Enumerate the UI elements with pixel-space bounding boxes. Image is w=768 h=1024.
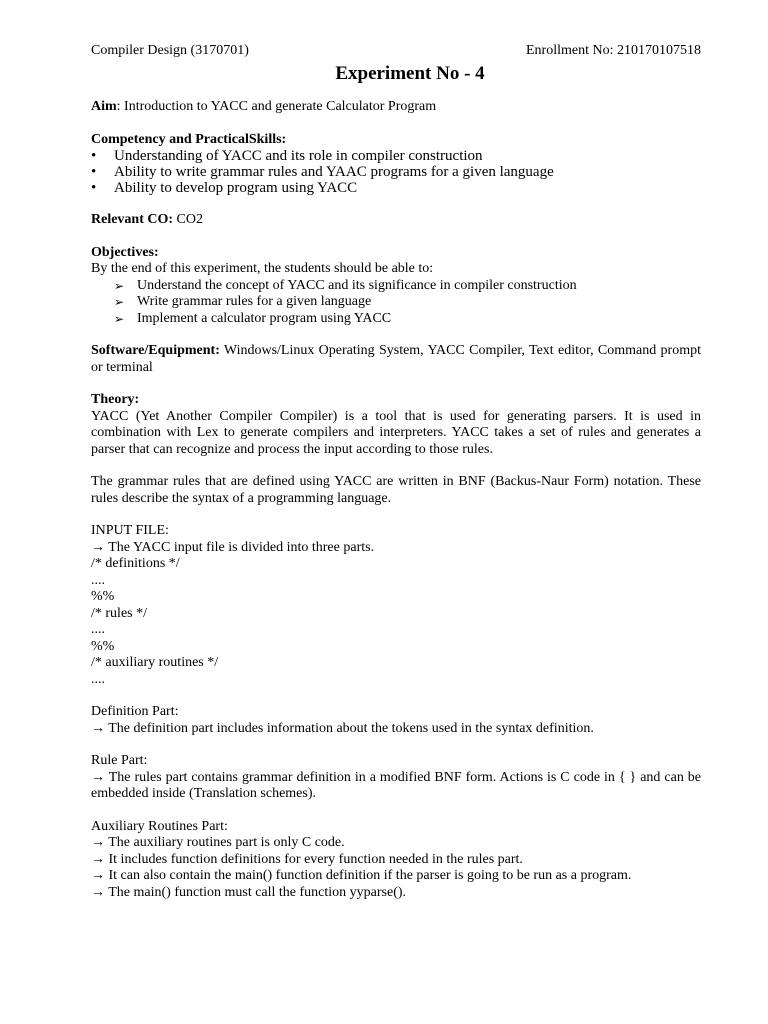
page-title: Experiment No - 4 (335, 63, 485, 84)
input-file-line: INPUT FILE: (91, 523, 169, 538)
page-header (91, 43, 701, 61)
competency-list (91, 148, 701, 196)
input-file-line: .... (91, 671, 105, 687)
relevant-co-line (91, 212, 701, 229)
enrollment-label: Enrollment No: 210170107518 (526, 43, 701, 58)
theory-paragraph-1: YACC (Yet Another Compiler Compiler) is a tool that is used for generating parsers. It is used in combination with Lex to generate compilers and interpreters. YACC takes a set of rules and generates a parser that can recognize and process the input according to those rules. (91, 408, 701, 457)
list-item: ➢ Understand the concept of YACC and its significance in compiler construction (114, 277, 577, 293)
objectives-intro: By the end of this experiment, the students should be able to: (91, 261, 434, 276)
input-file-line: %% (91, 589, 115, 604)
aux-part-heading: Auxiliary Routines Part: (91, 818, 228, 834)
relevant-co-value: CO2 (173, 212, 203, 227)
software-line (91, 343, 701, 376)
aim-label: Aim (91, 99, 117, 114)
document-page (91, 43, 701, 901)
aux-part-line: → The auxiliary routines part is only C code. (91, 835, 345, 850)
definition-part-heading: Definition Part: (91, 704, 179, 719)
rule-part-heading: Rule Part: (91, 753, 148, 768)
course-label: Compiler Design (3170701) (91, 43, 249, 58)
objectives-heading: Objectives: (91, 244, 159, 260)
input-file-line: /* auxiliary routines */ (91, 655, 219, 670)
software-label: Software/Equipment: (91, 343, 220, 358)
bullet-icon: • (91, 164, 97, 180)
definition-part-line: → The definition part includes information about the tokens used in the syntax definition. (91, 720, 594, 736)
list-item: ➢ Write grammar rules for a given language (114, 294, 372, 309)
aim-line (91, 99, 701, 116)
competency-heading: Competency and PracticalSkills: (91, 131, 287, 147)
theory-paragraph-2: The grammar rules that are defined using YACC are written in BNF (Backus-Naur Form) notation. These rules describe the syntax of a programming language. (91, 474, 701, 506)
software-text: Windows/Linux Operating System, YACC Compiler, Text editor, Command prompt or terminal (91, 343, 701, 375)
input-file-line: /* definitions */ (91, 556, 180, 571)
aim-text: : Introduction to YACC and generate Calculator Program (116, 99, 437, 114)
input-file-line: → The YACC input file is divided into three parts. (91, 539, 375, 555)
list-item: • Ability to write grammar rules and YAAC programs for a given language (91, 164, 554, 180)
input-file-section (91, 523, 701, 688)
aux-part-line: → The main() function must call the function yyparse(). (91, 884, 407, 900)
bullet-icon: • (91, 180, 97, 196)
list-item: ➢ Implement a calculator program using YACC (114, 310, 392, 326)
input-file-line: %% (91, 638, 115, 654)
aux-part-line: → It can also contain the main() function definition if the parser is going to be run as a program. (91, 868, 632, 883)
arrow-bullet-icon: ➢ (114, 278, 125, 293)
input-file-line: .... (91, 572, 105, 588)
input-file-line: .... (91, 622, 105, 637)
bullet-icon: • (91, 148, 97, 164)
list-item: • Ability to develop program using YACC (91, 180, 358, 196)
list-item: • Understanding of YACC and its role in compiler construction (91, 148, 483, 164)
relevant-co-label: Relevant CO: (91, 212, 174, 227)
theory-heading: Theory: (91, 392, 140, 407)
objectives-list (91, 278, 701, 328)
arrow-bullet-icon: ➢ (114, 295, 125, 309)
input-file-line: /* rules */ (91, 605, 147, 621)
rule-part-text: → The rules part contains grammar definition in a modified BNF form. Actions is C code in { } and can be embedded inside (Translation schemes). (91, 769, 701, 801)
aux-part-line: → It includes function definitions for every function needed in the rules part. (91, 851, 523, 867)
arrow-bullet-icon: ➢ (114, 311, 125, 326)
